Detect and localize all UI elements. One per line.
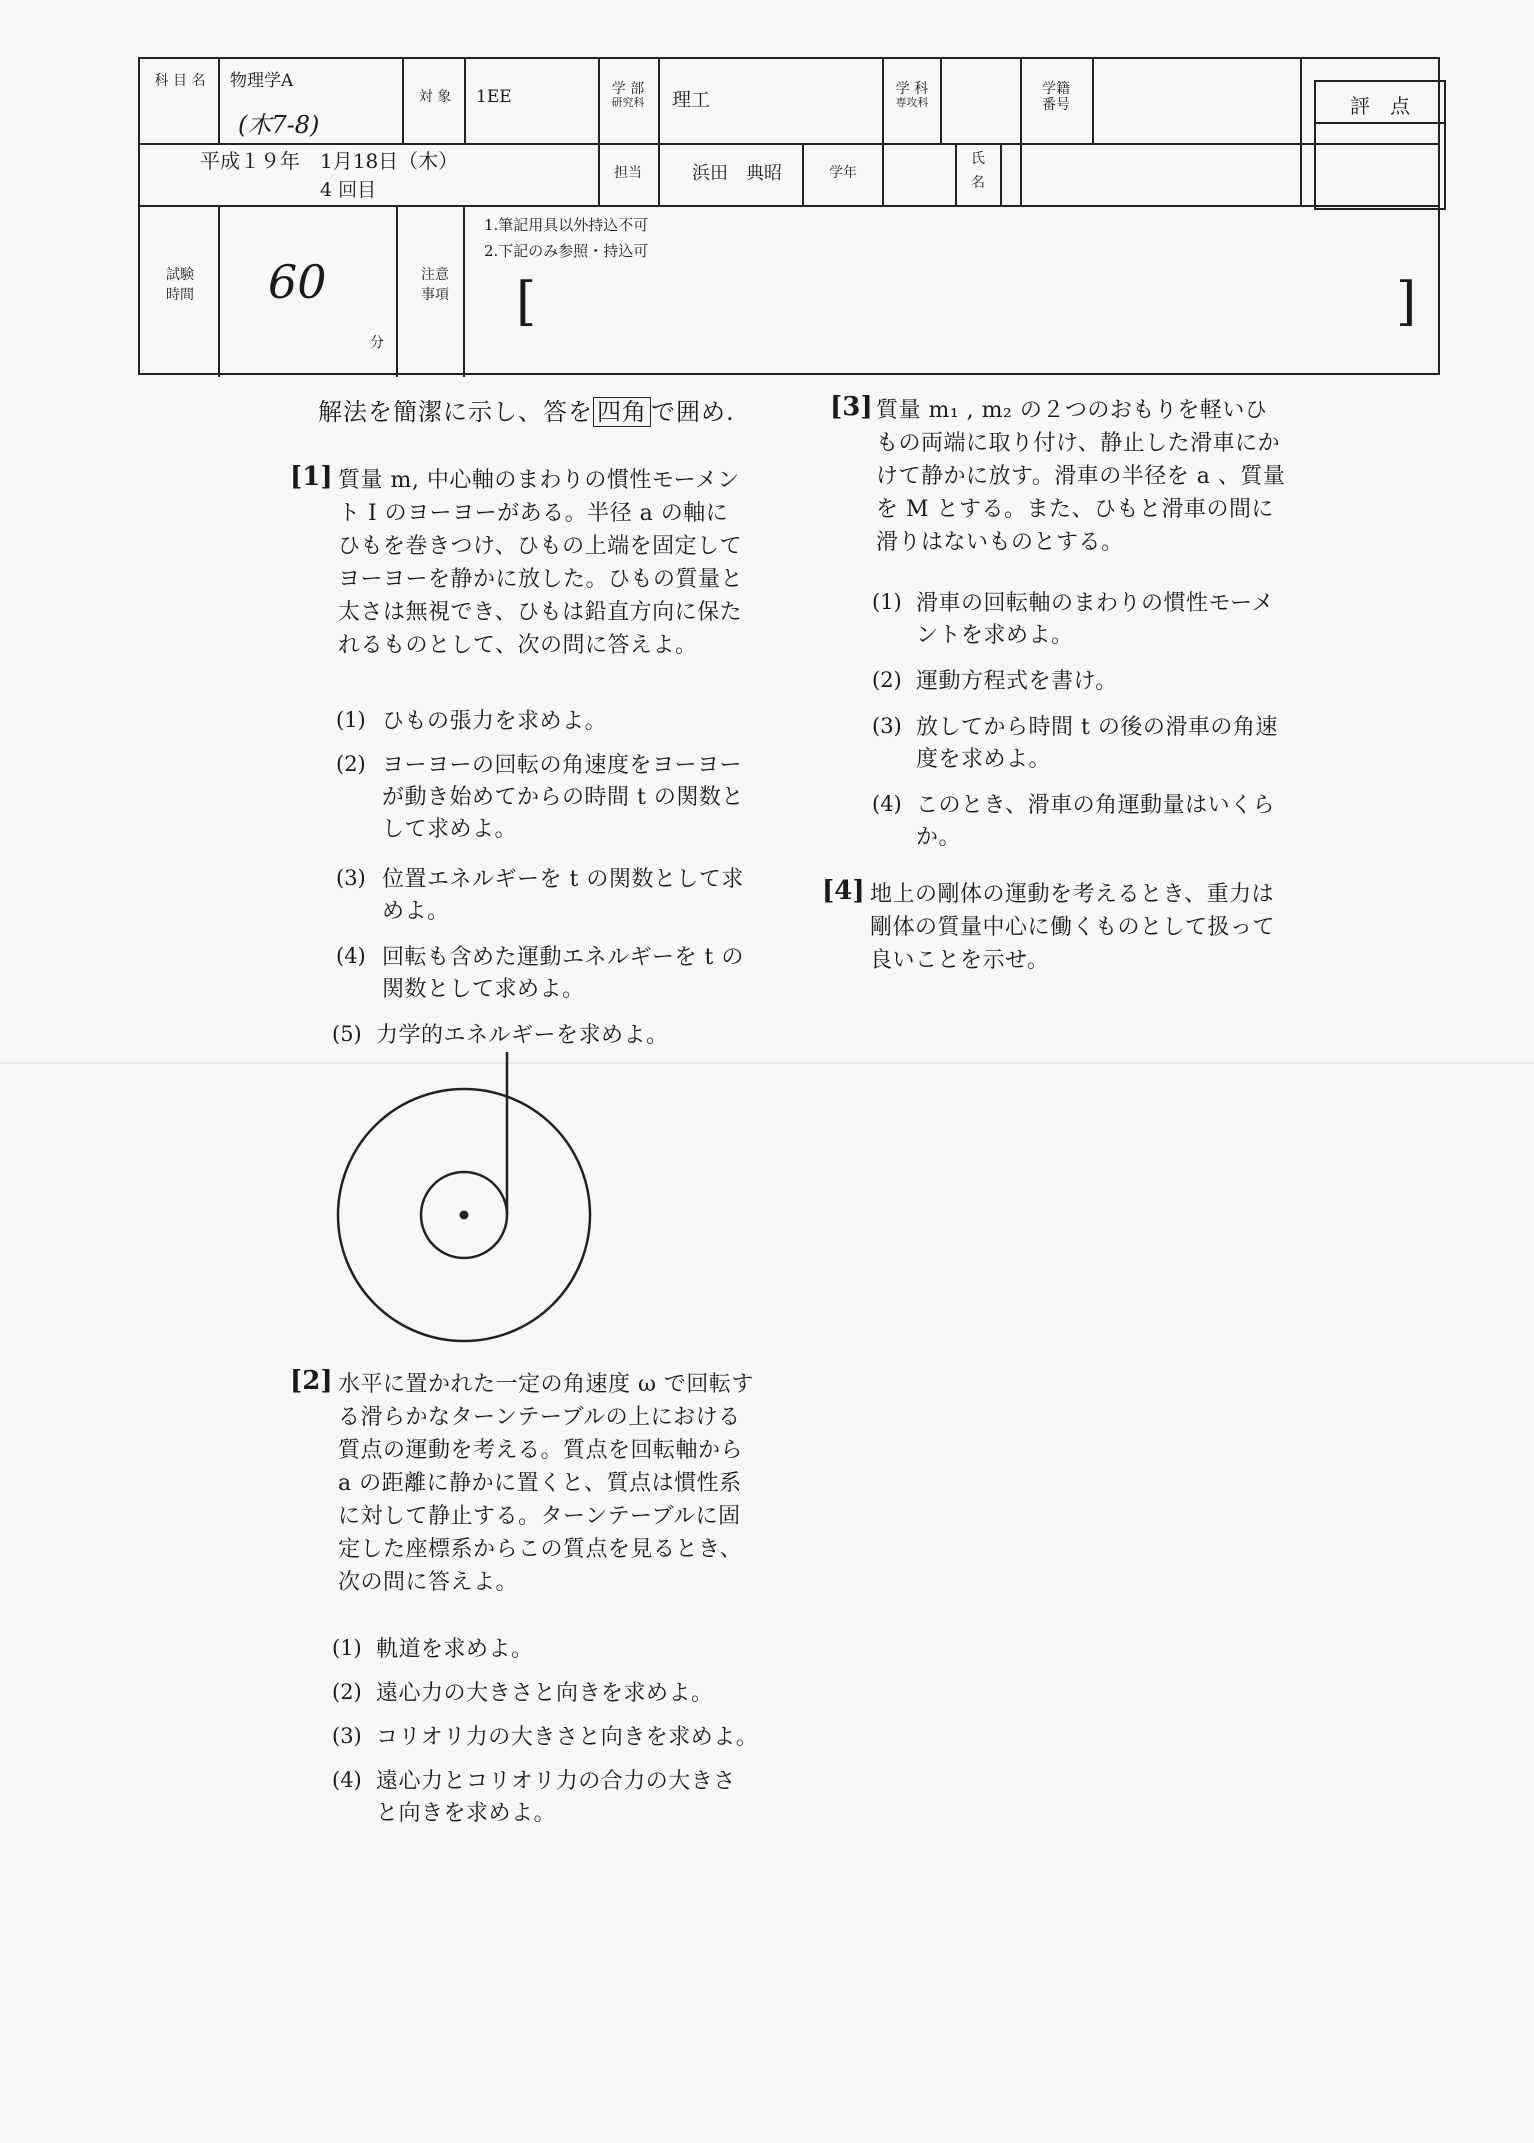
q-line: このとき、滑車の角運動量はいくら bbox=[916, 793, 1276, 818]
problem-2-line: 水平に置かれた一定の角速度 ω で回転す bbox=[338, 1372, 754, 1397]
problem-2-line: 定した座標系からこの質点を見るとき、 bbox=[338, 1537, 743, 1562]
paper-fold bbox=[0, 1062, 1534, 1064]
problem-4-number: [4] bbox=[822, 876, 865, 906]
exam-date: 平成１９年 1月18日（木） bbox=[200, 149, 459, 173]
q-line: と向きを求めよ。 bbox=[376, 1801, 557, 1826]
reference-bracket-open: [ bbox=[516, 272, 537, 332]
problem-4-line: 剛体の質量中心に働くものとして扱って bbox=[870, 915, 1276, 940]
faculty-label bbox=[602, 81, 654, 110]
q-1-4-number: (4) bbox=[336, 944, 366, 968]
q-2-1-number: (1) bbox=[332, 1636, 362, 1660]
notes-label bbox=[410, 267, 460, 303]
note-1: 1.筆記用具以外持込不可 bbox=[484, 216, 649, 234]
problem-2-text bbox=[338, 1368, 754, 1599]
q-1-4-text bbox=[382, 942, 744, 1006]
problem-3-number: [3] bbox=[830, 392, 873, 422]
q-2-2-number: (2) bbox=[332, 1680, 362, 1704]
faculty-value: 理工 bbox=[672, 89, 711, 111]
q-line: して求めよ。 bbox=[382, 817, 518, 842]
student-no-label-line2: 番号 bbox=[1042, 97, 1070, 114]
problem-3-line: を M とする。また、ひもと滑車の間に bbox=[876, 497, 1275, 522]
score-label: 評 点 bbox=[1350, 94, 1410, 118]
q-2-4-number: (4) bbox=[332, 1768, 362, 1792]
yoyo-center-dot bbox=[460, 1211, 469, 1220]
q-2-3-number: (3) bbox=[332, 1724, 362, 1748]
problem-2-line: る滑らかなターンテーブルの上における bbox=[338, 1405, 741, 1430]
q-line: 放してから時間 t の後の滑車の角速 bbox=[916, 715, 1278, 740]
problem-3-text bbox=[876, 394, 1285, 559]
q-line: 回転も含めた運動エネルギーを t の bbox=[382, 945, 744, 970]
student-no-label-line1: 学籍 bbox=[1042, 81, 1070, 97]
q-1-5-text bbox=[376, 1020, 669, 1052]
instructor-value: 浜田 典昭 bbox=[692, 163, 782, 184]
problem-4-line: 地上の剛体の運動を考えるとき、重力は bbox=[870, 882, 1275, 907]
faculty-label-line2: 研究科 bbox=[611, 96, 645, 110]
problem-1-line: ト I のヨーヨーがある。半径 a の軸に bbox=[338, 501, 729, 526]
q-line: めよ。 bbox=[382, 899, 450, 924]
exam-time-value: 60 bbox=[268, 255, 327, 309]
problem-4-text bbox=[870, 878, 1275, 977]
instruction-post: で囲め. bbox=[651, 398, 735, 426]
problem-3-line: 質量 m₁ , m₂ の２つのおもりを軽いひ bbox=[876, 398, 1268, 423]
note-2: 2.下記のみ参照・持込可 bbox=[484, 242, 649, 260]
subject-code: (木7-8) bbox=[238, 111, 320, 139]
problem-3-line: 滑りはないものとする。 bbox=[876, 530, 1124, 555]
q-3-4-number: (4) bbox=[872, 792, 902, 816]
subject-value: 物理学A bbox=[230, 71, 294, 91]
problem-2-line: a の距離に静かに置くと、質点は慣性系 bbox=[338, 1471, 742, 1496]
q-line: が動き始めてからの時間 t の関数と bbox=[382, 785, 744, 810]
instruction-boxed: 四角 bbox=[593, 397, 651, 427]
q-line: 位置エネルギーを t の関数として求 bbox=[382, 867, 744, 892]
q-2-1-text bbox=[376, 1634, 534, 1666]
q-line: ひもの張力を求めよ。 bbox=[382, 709, 608, 734]
problem-1-number: [1] bbox=[290, 462, 333, 492]
q-1-2-number: (2) bbox=[336, 752, 366, 776]
time-label-line2: 時間 bbox=[166, 287, 194, 304]
reference-bracket-close: ] bbox=[1396, 272, 1417, 332]
notes-label-line1: 注意 bbox=[421, 267, 449, 283]
name-label-line2: 名 bbox=[971, 175, 985, 192]
q-1-1-text bbox=[382, 706, 607, 738]
q-2-2-text bbox=[376, 1678, 714, 1710]
q-line: 遠心力とコリオリ力の合力の大きさ bbox=[376, 1769, 736, 1794]
q-line: 滑車の回転軸のまわりの慣性モーメ bbox=[916, 591, 1275, 616]
q-line: 関数として求めよ。 bbox=[382, 977, 585, 1002]
problem-1-line: 質量 m, 中心軸のまわりの慣性モーメン bbox=[338, 468, 740, 493]
problem-2-line: に対して静止する。ターンテーブルに固 bbox=[338, 1504, 741, 1529]
instructor-label: 担当 bbox=[614, 165, 642, 181]
q-line: ントを求めよ。 bbox=[916, 623, 1074, 648]
q-3-4-text bbox=[916, 790, 1275, 854]
q-line: コリオリ力の大きさと向きを求めよ。 bbox=[376, 1725, 759, 1750]
problem-3-line: もの両端に取り付け、静止した滑車にか bbox=[876, 431, 1281, 456]
instruction bbox=[318, 392, 735, 427]
problem-2-line: 次の問に答えよ。 bbox=[338, 1570, 519, 1595]
problem-2-number: [2] bbox=[290, 1366, 333, 1396]
problem-1-line: れるものとして、次の問に答えよ。 bbox=[338, 633, 698, 658]
department-label bbox=[886, 81, 938, 110]
target-label: 対 象 bbox=[418, 89, 452, 105]
department-label-line1: 学 科 bbox=[895, 81, 929, 97]
department-label-line2: 専攻科 bbox=[895, 96, 929, 110]
yoyo-diagram bbox=[330, 1050, 600, 1350]
q-1-2-text bbox=[382, 750, 744, 846]
q-line: 度を求めよ。 bbox=[916, 747, 1052, 772]
problem-1-line: ヨーヨーを静かに放した。ひもの質量と bbox=[338, 567, 744, 592]
name-label-line1: 氏 bbox=[971, 151, 985, 167]
student-no-field[interactable] bbox=[1100, 79, 1290, 119]
q-2-3-text bbox=[376, 1722, 758, 1754]
q-1-1-number: (1) bbox=[336, 708, 366, 732]
problem-1-line: ひもを巻きつけ、ひもの上端を固定して bbox=[338, 534, 743, 559]
q-3-2-text bbox=[916, 666, 1118, 698]
q-3-2-number: (2) bbox=[872, 668, 902, 692]
q-line: ヨーヨーの回転の角速度をヨーヨー bbox=[382, 753, 743, 778]
faculty-label-line1: 学 部 bbox=[611, 81, 645, 97]
q-1-3-text bbox=[382, 864, 744, 928]
target-value: 1EE bbox=[476, 87, 512, 107]
q-line: 運動方程式を書け。 bbox=[916, 669, 1118, 694]
q-line: 遠心力の大きさと向きを求めよ。 bbox=[376, 1681, 714, 1706]
q-line: か。 bbox=[916, 825, 962, 850]
problem-1-text bbox=[338, 464, 743, 662]
name-label bbox=[958, 151, 998, 191]
problem-4-line: 良いことを示せ。 bbox=[870, 948, 1050, 973]
subject-label: 科 目 名 bbox=[154, 73, 206, 89]
q-3-3-number: (3) bbox=[872, 714, 902, 738]
score-box bbox=[1314, 80, 1446, 210]
student-no-label bbox=[1024, 81, 1088, 113]
problem-1-line: 太さは無視でき、ひもは鉛直方向に保た bbox=[338, 600, 743, 625]
q-2-4-text bbox=[376, 1766, 736, 1830]
q-3-1-number: (1) bbox=[872, 590, 902, 614]
notes-label-line2: 事項 bbox=[421, 287, 449, 304]
instruction-pre: 解法を簡潔に示し、答を bbox=[318, 398, 593, 426]
q-3-3-text bbox=[916, 712, 1278, 776]
exam-session: 4 回目 bbox=[320, 179, 377, 201]
name-field[interactable] bbox=[1010, 151, 1290, 197]
problem-2-line: 質点の運動を考える。質点を回転軸から bbox=[338, 1438, 744, 1463]
q-1-3-number: (3) bbox=[336, 866, 366, 890]
q-3-1-text bbox=[916, 588, 1274, 652]
time-label-line1: 試験 bbox=[166, 267, 194, 283]
q-1-5-number: (5) bbox=[332, 1022, 362, 1046]
time-label bbox=[154, 267, 206, 303]
q-line: 力学的エネルギーを求めよ。 bbox=[376, 1023, 669, 1048]
grade-label: 学年 bbox=[829, 165, 857, 181]
q-line: 軌道を求めよ。 bbox=[376, 1637, 534, 1662]
time-unit: 分 bbox=[370, 335, 384, 351]
problem-3-line: けて静かに放す。滑車の半径を a 、質量 bbox=[876, 464, 1286, 489]
